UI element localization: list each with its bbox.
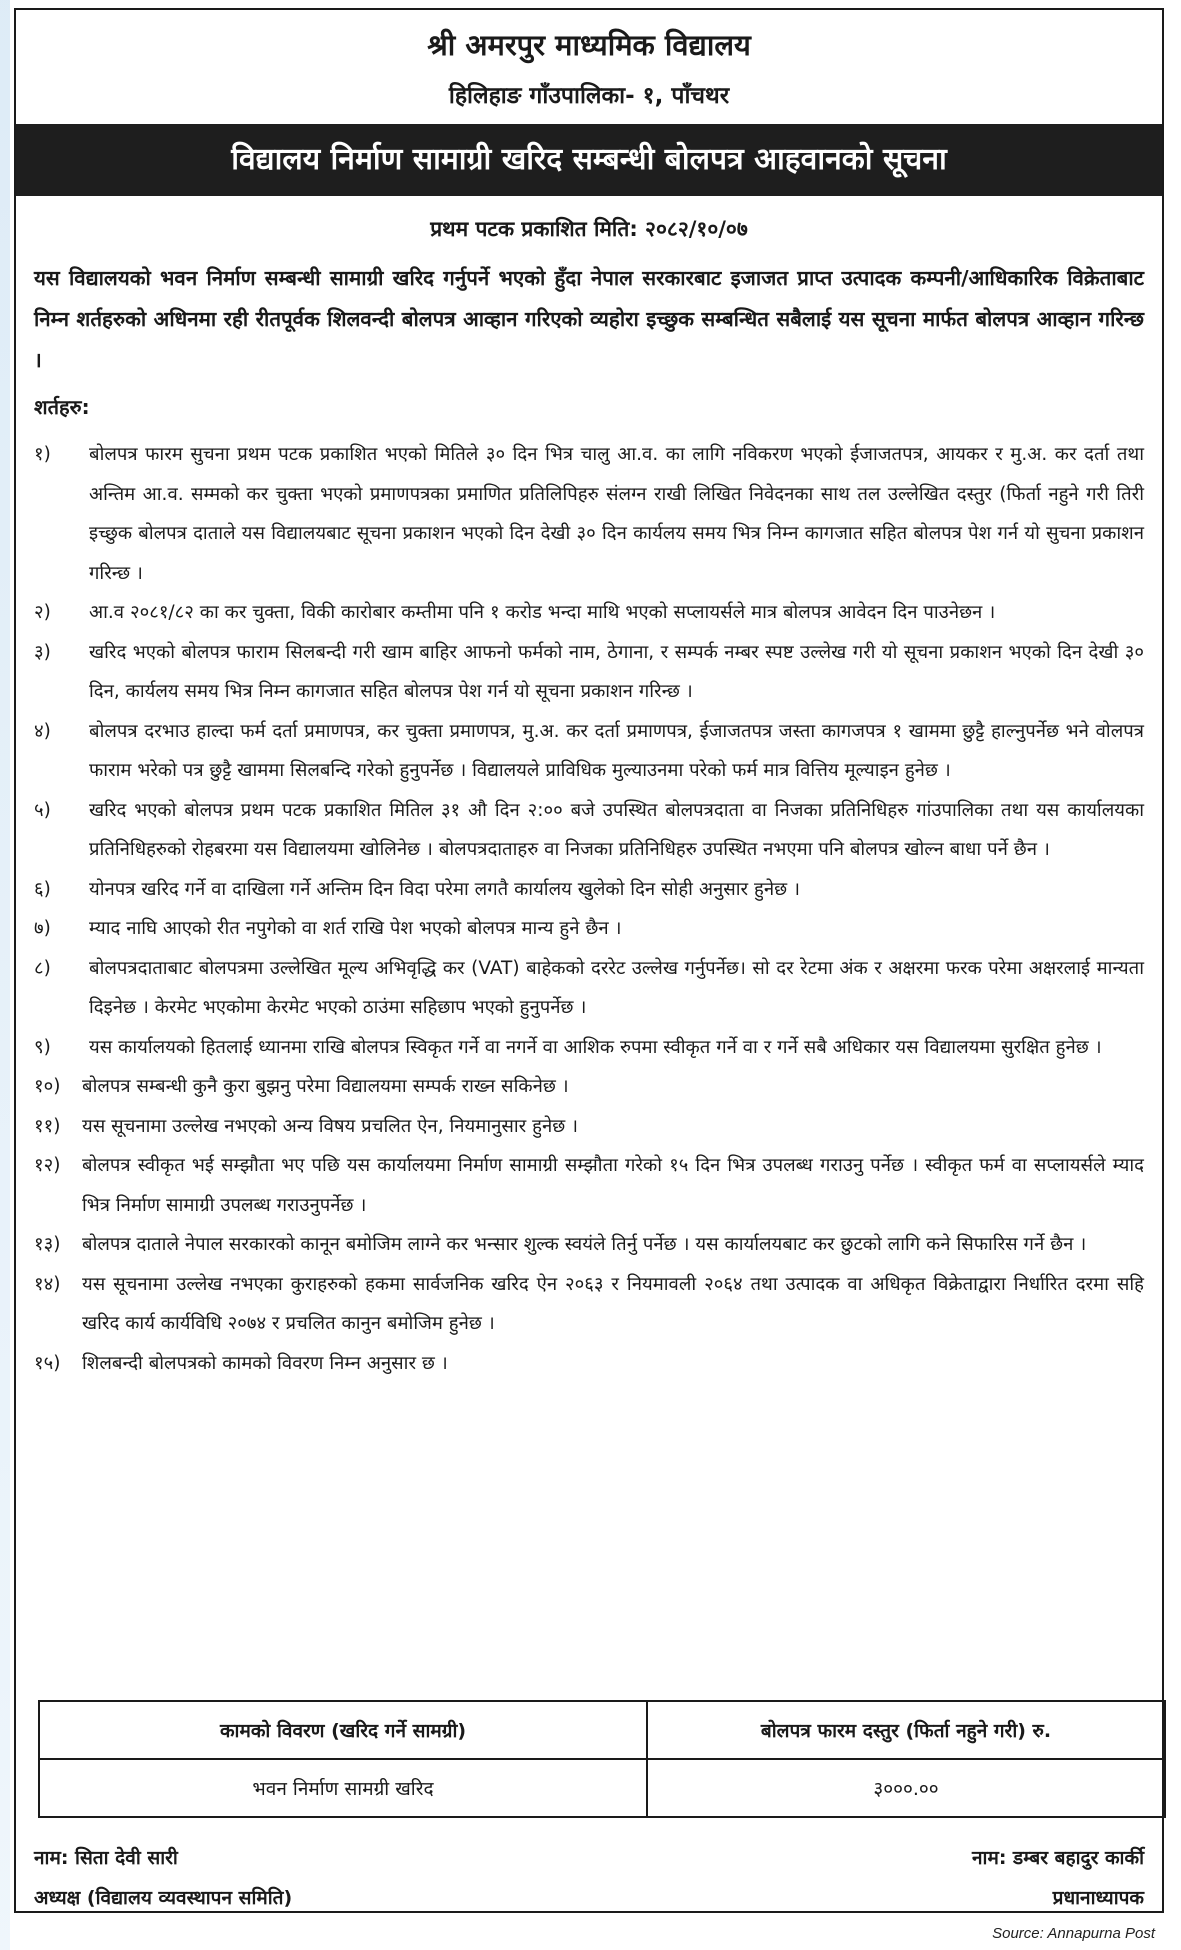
condition-text: बोलपत्र सम्बन्धी कुनै कुरा बुझनु परेमा विद्यालयमा सम्पर्क राख्न सकिनेछ । xyxy=(82,1076,569,1097)
chairperson-name: नाम: सिता देवी सारी xyxy=(34,1847,178,1869)
condition-number: ७) xyxy=(34,918,51,939)
signature-chairperson xyxy=(34,1838,292,1918)
condition-text: यस सूचनामा उल्लेख नभएको अन्य विषय प्रचलित ऐन, नियमानुसार हुनेछ । xyxy=(82,1115,579,1137)
watermark-strip-left xyxy=(0,0,10,1950)
notice-frame xyxy=(14,8,1164,1913)
signature-headmaster xyxy=(972,1838,1144,1918)
table-row xyxy=(39,1759,1165,1817)
condition-text: यस कार्यालयको हितलाई ध्यानमा राखि बोलपत्र स्विकृत गर्ने वा नगर्ने वा आशिक रुपमा स्वीकृत गर्ने वा र गर्ने सबै अधिकार यस विद्यालयमा सुरक्षित हुनेछ । xyxy=(89,1036,1102,1058)
condition-number: १०) xyxy=(34,1076,61,1097)
condition-number: ११) xyxy=(34,1115,61,1137)
condition-item xyxy=(34,870,1144,910)
condition-item xyxy=(34,1265,1144,1344)
condition-item xyxy=(34,1146,1144,1225)
condition-number: ५) xyxy=(34,799,51,821)
condition-number: १) xyxy=(34,444,51,465)
condition-text: म्याद नाघि आएको रीत नपुगेको वा शर्त राखि पेश भएको बोलपत्र मान्य हुने छैन । xyxy=(89,918,622,939)
condition-item xyxy=(34,791,1144,870)
condition-text: बोलपत्र दरभाउ हाल्दा फर्म दर्ता प्रमाणपत्र, कर चुक्ता प्रमाणपत्र, मु.अ. कर दर्ता प्रमाणपत्र, ईजाजतपत्र जस्ता कागजपत्र १ खाममा छुट्टै हाल्नुपर्नेछ भने वोलपत्र फाराम भरेको पत्र छुट्टै खाममा सिलबन्दि गरेको हुनुपर्नेछ । विद्यालयले प्राविधिक मुल्याउनमा परेको फर्म मात्र वित्तिय मूल्याइन हुनेछ । xyxy=(89,720,1144,781)
condition-number: १५) xyxy=(34,1352,61,1374)
condition-item xyxy=(34,949,1144,1028)
column-header-work-description: कामको विवरण (खरिद गर्ने सामग्री) xyxy=(39,1701,647,1759)
condition-number: १२) xyxy=(34,1155,61,1176)
condition-number: ४) xyxy=(34,720,51,742)
condition-text: बोलपत्र दाताले नेपाल सरकारको कानून बमोजिम लाग्ने कर भन्सार शुल्क स्वयंले तिर्नु पर्नेछ । यस कार्यालयबाट कर छुटको लागि कने सिफारिस गर्ने छैन । xyxy=(82,1234,1087,1255)
conditions-list xyxy=(34,435,1144,1383)
conditions-heading: शर्तहरु: xyxy=(34,395,90,419)
chairperson-title: अध्यक्ष (विद्यालय व्यवस्थापन समिति) xyxy=(34,1887,293,1909)
condition-item xyxy=(34,1344,1144,1384)
headmaster-name: नाम: डम्बर बहादुर कार्की xyxy=(972,1847,1144,1869)
condition-text: खरिद भएको बोलपत्र फाराम सिलबन्दी गरी खाम बाहिर आफनो फर्मको नाम, ठेगाना, र सम्पर्क नम्बर स्पष्ट उल्लेख गरी यो सूचना प्रकाशन भएको दिन देखी ३० दिन, कार्यलय समय भित्र निम्न कागजात सहित बोलपत्र पेश गर्न यो सूचना प्रकाशन गरिन्छ । xyxy=(89,641,1144,702)
condition-item xyxy=(34,593,1144,633)
condition-item xyxy=(34,1107,1144,1147)
condition-text: बोलपत्र फारम सुचना प्रथम पटक प्रकाशित भएको मितिले ३० दिन भित्र चालु आ.व. का लागि नविकरण भएको ईजाजतपत्र, आयकर र मु.अ. कर दर्ता तथा अन्तिम आ.व. सम्मको कर चुक्ता भएको प्रमाणपत्रका प्रमाणित प्रतिलिपिहरु संलग्न राखी लिखित निवेदनका साथ तल उल्लेखित दस्तुर (फिर्ता नहुने गरी तिरी इच्छुक बोलपत्र दाताले यस विद्यालयबाट सूचना प्रकाशन भएको दिन देखी ३० दिन कार्यलय समय भित्र निम्न कागजात सहित बोलपत्र पेश गर्न यो सुचना प्रकाशन गरिन्छ । xyxy=(89,444,1144,584)
notice-title-banner: विद्यालय निर्माण सामाग्री खरिद सम्बन्धी बोलपत्र आहवानको सूचना xyxy=(16,124,1162,196)
tender-fee-table xyxy=(38,1700,1166,1818)
condition-item xyxy=(34,712,1144,791)
condition-number: ८) xyxy=(34,957,51,979)
condition-text: बोलपत्र स्वीकृत भई सम्झौता भए पछि यस कार्यालयमा निर्माण सामाग्री सम्झौता गरेको १५ दिन भित्र उपलब्ध गराउनु पर्नेछ । स्वीकृत फर्म वा सप्लायर्सले म्याद भित्र निर्माण सामाग्री उपलब्ध गराउनुपर्नेछ । xyxy=(82,1155,1144,1216)
condition-text: यस सूचनामा उल्लेख नभएका कुराहरुको हकमा सार्वजनिक खरिद ऐन २०६३ र नियमावली २०६४ तथा उत्पादक वा अधिकृत विक्रेताद्वारा निर्धारित दरमा सहि खरिद कार्य कार्यविधि २०७४ र प्रचलित कानुन बमोजिम हुनेछ । xyxy=(82,1273,1144,1334)
condition-item xyxy=(34,633,1144,712)
condition-text: शिलबन्दी बोलपत्रको कामको विवरण निम्न अनुसार छ । xyxy=(82,1352,448,1374)
school-address: हिलिहाङ गाँउपालिका- १, पाँचथर xyxy=(448,83,730,109)
school-name: श्री अमरपुर माध्यमिक विद्यालय xyxy=(427,28,751,62)
condition-item xyxy=(34,1067,1144,1107)
condition-number: ९) xyxy=(34,1036,51,1058)
cell-form-fee: ३०००.०० xyxy=(647,1759,1165,1817)
condition-item xyxy=(34,1028,1144,1068)
condition-item xyxy=(34,1225,1144,1265)
condition-number: १३) xyxy=(34,1234,61,1255)
publication-date: प्रथम पटक प्रकाशित मिति: २०८२/१०/०७ xyxy=(430,217,748,241)
condition-number: २) xyxy=(34,602,51,623)
condition-number: ६) xyxy=(34,878,51,900)
condition-text: आ.व २०८१/८२ का कर चुक्ता, विकी कारोबार कम्तीमा पनि १ करोड भन्दा माथि भएको सप्लायर्सले मात्र बोलपत्र आवेदन दिन पाउनेछन । xyxy=(89,602,996,623)
column-header-form-fee: बोलपत्र फारम दस्तुर (फिर्ता नहुने गरी) रु. xyxy=(647,1701,1165,1759)
headmaster-title: प्रधानाध्यापक xyxy=(1052,1887,1144,1909)
condition-text: बोलपत्रदाताबाट बोलपत्रमा उल्लेखित मूल्य अभिवृद्धि कर (VAT) बाहेकको दररेट उल्लेख गर्नुपर्नेछ। सो दर रेटमा अंक र अक्षरमा फरक परेमा अक्षरलाई मान्यता दिइनेछ । केरमेट भएकोमा केरमेट भएको ठाउंमा सहिछाप भएको हुनुपर्नेछ । xyxy=(89,957,1144,1018)
cell-work-description: भवन निर्माण सामग्री खरिद xyxy=(39,1759,647,1817)
condition-number: १४) xyxy=(34,1273,61,1295)
intro-paragraph: यस विद्यालयको भवन निर्माण सम्बन्धी सामाग्री खरिद गर्नुपर्ने भएको हुँदा नेपाल सरकारबाट इजाजत प्राप्त उत्पादक कम्पनी/आधिकारिक विक्रेताबाट निम्न शर्तहरुको अधिनमा रही रीतपूर्वक शिलवन्दी बोलपत्र आव्हान गरिएको व्यहोरा इच्छुक सम्बन्धित सबैलाई यस सूचना मार्फत बोलपत्र आव्हान गरिन्छ । xyxy=(34,266,1144,372)
source-credit: Source: Annapurna Post xyxy=(992,1925,1155,1942)
condition-item xyxy=(34,435,1144,593)
condition-number: ३) xyxy=(34,641,51,663)
condition-item xyxy=(34,909,1144,949)
condition-text: खरिद भएको बोलपत्र प्रथम पटक प्रकाशित मितिल ३१ औ दिन २:०० बजे उपस्थित बोलपत्रदाता वा निजका प्रतिनिधिहरु गांउपालिका तथा यस कार्यालयका प्रतिनिधिहरुको रोहबरमा यस विद्यालयमा खोलिनेछ । बोलपत्रदाताहरु वा निजका प्रतिनिधिहरु उपस्थित नभएमा पनि बोलपत्र खोल्न बाधा पर्ने छैन । xyxy=(89,799,1144,860)
condition-text: योनपत्र खरिद गर्ने वा दाखिला गर्ने अन्तिम दिन विदा परेमा लगतै कार्यालय खुलेको दिन सोही अनुसार हुनेछ । xyxy=(89,878,800,900)
table-header-row xyxy=(39,1701,1165,1759)
